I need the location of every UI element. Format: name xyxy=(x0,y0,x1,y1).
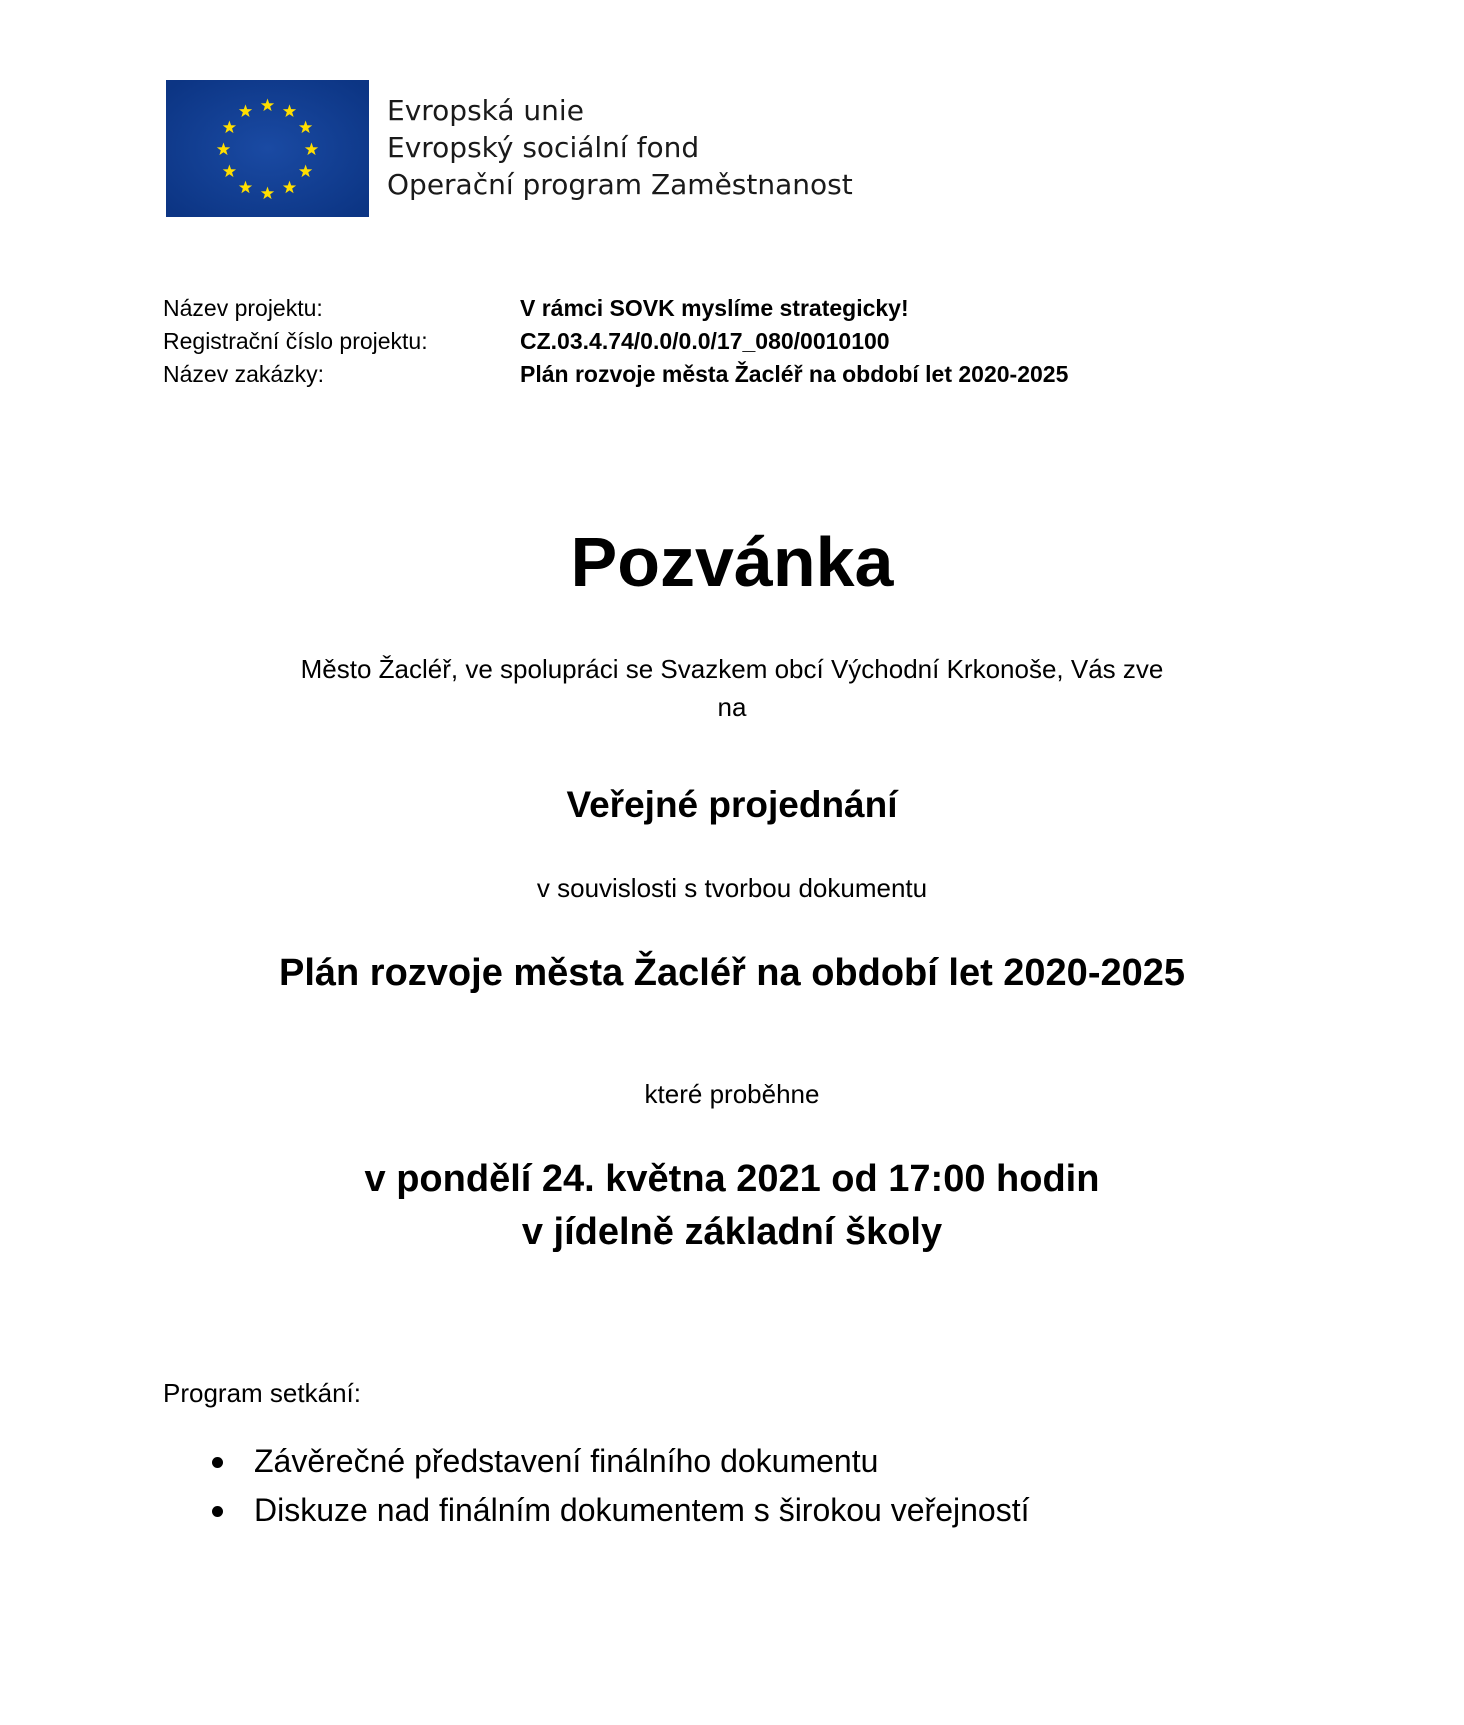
intro-line-2: na xyxy=(717,692,747,722)
document-title: Plán rozvoje města Žacléř na období let 2020-2025 xyxy=(278,952,1186,994)
info-label: Název projektu: xyxy=(163,295,323,321)
event-when xyxy=(0,1153,1464,1259)
page-title: Pozvánka xyxy=(570,523,894,601)
eu-logo xyxy=(166,80,853,217)
event-context: v souvislosti s tvorbou dokumentu xyxy=(536,873,928,903)
event-name: Veřejné projednání xyxy=(566,784,898,825)
info-value: CZ.03.4.74/0.0/0.0/17_080/0010100 xyxy=(520,328,890,354)
intro-line-1: Město Žacléř, ve spolupráci se Svazkem obcí Východní Krkonoše, Vás zve xyxy=(300,654,1164,684)
eu-line-union: Evropská unie xyxy=(387,94,584,127)
program-heading: Program setkání: xyxy=(163,1378,361,1408)
project-info xyxy=(163,292,1068,391)
eu-flag-icon xyxy=(166,80,369,217)
program-list xyxy=(0,1437,1029,1535)
eu-line-fund: Evropský sociální fond xyxy=(387,131,700,164)
event-which: které proběhne xyxy=(644,1079,820,1109)
info-label: Název zakázky: xyxy=(163,361,325,387)
invitation-intro xyxy=(0,650,1464,726)
info-value: V rámci SOVK myslíme strategicky! xyxy=(520,295,909,321)
info-row-project-name xyxy=(163,292,1068,325)
bullet-icon xyxy=(212,1457,223,1468)
eu-logo-text xyxy=(387,92,853,203)
bullet-icon xyxy=(212,1506,223,1517)
event-location: v jídelně základní školy xyxy=(521,1211,943,1253)
eu-line-program: Operační program Zaměstnanost xyxy=(387,168,853,201)
list-item xyxy=(0,1437,1029,1486)
info-row-contract-name xyxy=(163,358,1068,391)
program-item-text: Závěrečné představení finálního dokumentu xyxy=(254,1443,879,1479)
info-row-registration-number xyxy=(163,325,1068,358)
program-item-text: Diskuze nad finálním dokumentem s širokou veřejností xyxy=(254,1492,1030,1528)
event-datetime: v pondělí 24. května 2021 od 17:00 hodin xyxy=(364,1158,1100,1200)
info-label: Registrační číslo projektu: xyxy=(163,328,428,354)
list-item xyxy=(0,1486,1029,1535)
info-value: Plán rozvoje města Žacléř na období let 2020-2025 xyxy=(520,361,1069,387)
